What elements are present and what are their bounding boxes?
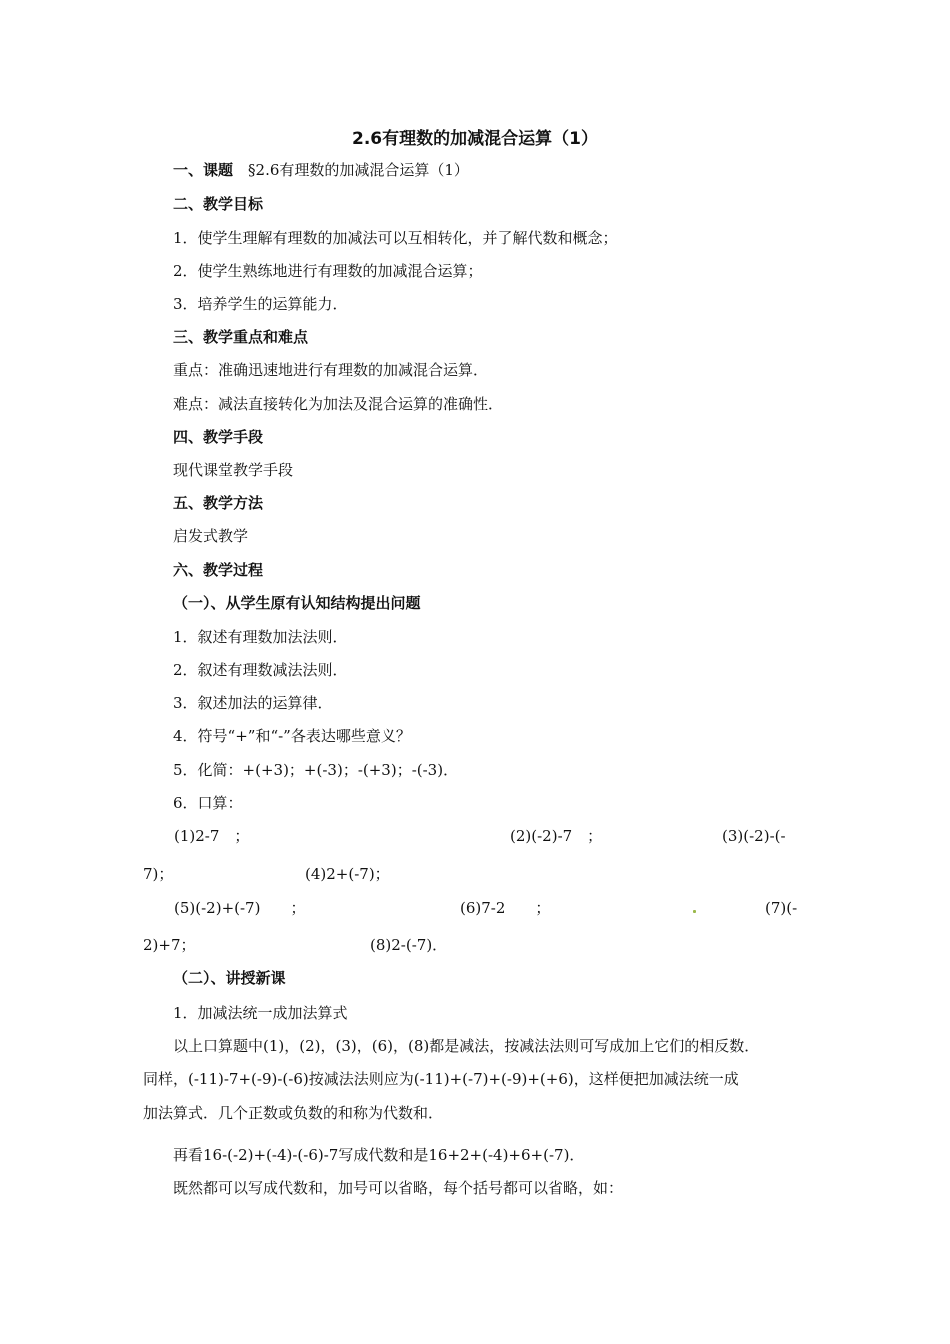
paragraph: 同样，(-11)-7+(-9)-(-6)按减法法则应为(-11)+(-7)+(-9)+(+6)，这样便把加减法统一成 bbox=[143, 1070, 739, 1088]
section-heading: 五、教学方法 bbox=[173, 494, 264, 512]
stray-mark bbox=[693, 910, 696, 913]
oral-exercise: (8)2-(-7)． bbox=[370, 936, 448, 954]
subsection-heading: （二）、讲授新课 bbox=[173, 969, 286, 987]
list-item: 1．使学生理解有理数的加减法可以互相转化，并了解代数和概念； bbox=[173, 229, 618, 247]
list-item: 2．叙述有理数减法法则． bbox=[173, 661, 348, 679]
paragraph: 以上口算题中(1)，(2)，(3)，(6)，(8)都是减法，按减法法则可写成加上它们的相反数． bbox=[173, 1037, 760, 1055]
paragraph: 既然都可以写成代数和，加号可以省略，每个括号都可以省略，如： bbox=[173, 1179, 624, 1197]
section-heading: 一、课题 bbox=[173, 161, 234, 179]
oral-exercise: (4)2+(-7)； bbox=[305, 865, 390, 883]
section-heading: 三、教学重点和难点 bbox=[173, 328, 309, 346]
oral-exercise: 2)+7； bbox=[143, 936, 196, 954]
section-content: 启发式教学 bbox=[173, 527, 249, 545]
oral-exercise: (1)2-7 ； bbox=[174, 827, 250, 845]
key-point: 重点：准确迅速地进行有理数的加减混合运算． bbox=[173, 361, 489, 379]
section-topic bbox=[173, 160, 469, 180]
list-item: 2．使学生熟练地进行有理数的加减混合运算； bbox=[173, 262, 483, 280]
section-heading: 四、教学手段 bbox=[173, 428, 264, 446]
list-item: 5．化简：+(+3)；+(-3)；-(+3)；-(-3)． bbox=[173, 761, 459, 779]
page-title: 2.6有理数的加减混合运算（1） bbox=[352, 129, 598, 149]
oral-exercise: (3)(-2)-(- bbox=[722, 827, 786, 845]
paragraph: 加法算式．几个正数或负数的和称为代数和． bbox=[143, 1104, 444, 1122]
oral-exercise: 7)； bbox=[143, 865, 174, 883]
oral-exercise: (7)(- bbox=[765, 899, 798, 917]
list-item: 1．叙述有理数加法法则． bbox=[173, 628, 348, 646]
list-item: 6．口算： bbox=[173, 794, 243, 812]
oral-exercise: (2)(-2)-7 ； bbox=[510, 827, 603, 845]
subsection-title: 1．加减法统一成加法算式 bbox=[173, 1004, 348, 1022]
list-item: 3．培养学生的运算能力． bbox=[173, 295, 348, 313]
list-item: 3．叙述加法的运算律． bbox=[173, 694, 333, 712]
list-item: 4．符号“+”和“-”各表达哪些意义？ bbox=[173, 727, 411, 745]
oral-exercise: (5)(-2)+(-7) ； bbox=[174, 899, 306, 917]
section-content: 现代课堂教学手段 bbox=[173, 461, 294, 479]
subsection-heading: （一）、从学生原有认知结构提出问题 bbox=[173, 594, 421, 612]
paragraph: 再看16-(-2)+(-4)-(-6)-7写成代数和是16+2+(-4)+6+(-7)． bbox=[173, 1146, 585, 1164]
section-heading: 六、教学过程 bbox=[173, 561, 264, 579]
difficulty-point: 难点：减法直接转化为加法及混合运算的准确性． bbox=[173, 395, 504, 413]
section-content: §2.6有理数的加减混合运算（1） bbox=[248, 161, 469, 179]
section-heading: 二、教学目标 bbox=[173, 195, 264, 213]
oral-exercise: (6)7-2 ； bbox=[460, 899, 551, 917]
